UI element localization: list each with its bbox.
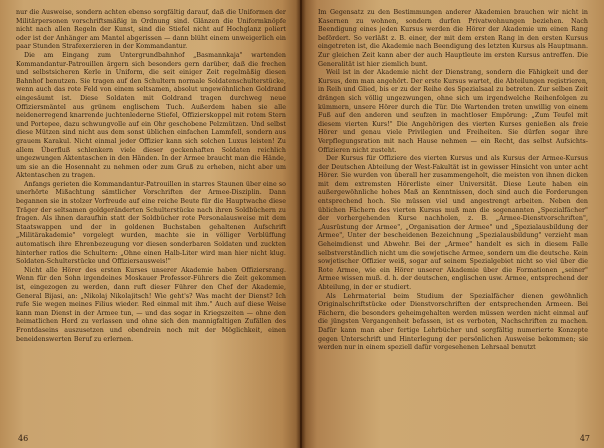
book-gutter [296, 0, 306, 448]
left-paragraph: Die am Eingang zum Untergrundbahnhof „Basmannkaja" wartenden Kommandantur-Patrouillen ärgern sich besonders gern darüber, daß die frechen und selbstsicheren Kerle in Uniform, die seit einiger Zeit regelmäßig diesen Bahnhof benutzen. Sie tragen auf den Schultern normale Soldatenschulterstücke, wenn auch das rote Feld von einem seltsamen, absolut ungewöhnlichen Goldrand eingesäumt ist. Diese Soldaten mit Goldrand tragen durchweg neue Offiziersmäntel aus grünem englischem Tuch. Außerdem haben sie alle neidenerregend knarrende juchtenlederne Stiefel, Offizierskoppel mit rotem Stern und Portepee, dazu schwungvolle auf ein Ohr geschobene Pelzmützen. Und selbst diese Mützen sind nicht aus dem sonst üblichen einfachen Lammfell, sondern aus grauem Karakul. Nicht einmal jeder Offizier kann sich solchen Luxus leisten! Zu allem Überfluß schlenkern viele dieser geckenhaften Soldaten reichlich ungezwungen Aktentaschen in den Händen. In der Armee braucht man die Hände, um sie an die Hosennaht zu nehmen oder zum Gruß zu erheben, nicht aber um Aktentaschen zu tragen. [16, 51, 286, 180]
left-page [0, 0, 300, 448]
right-paragraph: Weil ist in der Akademie nicht der Dienstrang, sondern die Fähigkeit und der Kursus, dem man angehört. Der erste Kursus wartet, die Abteilungen registrieren, in Reih und Glied, bis er zu der Reihe des Spezialsaal zu betreten. Zur selben Zeit drängen sich völlig ungezwungen, ohne sich um irgendwelche Reihenfolgen zu kümmern, unsere Hörer durch die Tür. Die Wartenden treten unwillig von einem Fuß auf den anderen und seufzen in machtloser Empörung: „Zum Teufel mit diesem vierten Kurs!" Die Angehörigen des vierten Kurses genießen als freie Hörer und genau viele Privilegien und Freiheiten. Sie dürfen sogar ihre Verpflegungsration mit nach Hause nehmen — ein Recht, das selbst Aufsichts-Offizieren nicht zusteht. [318, 69, 588, 154]
left-page-text [16, 9, 286, 344]
right-page-number: 47 [579, 434, 590, 443]
left-page-number: 46 [18, 434, 29, 443]
right-page [302, 0, 604, 448]
right-paragraph: Als Lehrmaterial beim Studium der Spezialfächer dienen gewöhnlich Originalschriftstücke oder Dienstvorschriften der entsprechenden Armeen. Bei Fächern, die besonders geheimgehalten werden müssen werden nicht einmal auf die jüngsten Vergangenheit befassen, ist es verboten, Nachschriften zu machen. Dafür kann man aber fertige Lehrbücher und sorgfältig numerierte Konzepte gegen Unterschrift und Hinterlegung der persönlichen Ausweise bekommen; sie werden nur in einem speziell dafür vorgesehenen Lehrsaal benutzt [318, 292, 588, 352]
left-paragraph: nur die Ausweise, sondern achten ebenso sorgfältig darauf, daß die Uniformen der Militärpersonen vorschriftsmäßig in Ordnung sind. Glänzen die Uniformknöpfe nicht nach allen Regeln der Kunst, sind die Stiefel nicht auf Hochglanz poliert oder ist der Anhänger am Mantel abgerissen — dann blüht einem unweigerlich ein paar Stunden Strafexerzieren in der Kommandantur. [16, 9, 286, 51]
left-paragraph: Anfangs gerieten die Kommandantur-Patrouillen in starres Staunen über eine so unerhörte Mißachtung sämtlicher Vorschriften der Armee-Disziplin. Dann begannen sie in stolzer Vorfreude auf eine reiche Beute für die Hauptwache diese Träger der seltsamen goldgeränderten Schulterstücke nach ihren Soldbüchern zu fragen. Als ihnen daraufhin statt der Soldbücher rote Personalausweise mit dem Staatswappen und der in goldenen Buchstaben gehaltenen Aufschrift „Militärakademie" vorgelegt wurden, machte sie in völliger Verblüffung automatisch ihre Ehrenbezeugung vor diesen sonderbaren Soldaten und zuckten hinterher ratlos die Schultern: „Ohne einen Halb-Liter wird man hier nicht klug. Soldaten-Schulterstücke und Offiziersausweis!" [16, 180, 286, 266]
right-page-text [318, 9, 588, 353]
right-paragraph: Der Kursus für Offiziere des vierten Kursus und als Kursus der Armee-Kursus der Deutschen Abteilung der West-Fakultät ist in gewisser Hinsicht von unter acht Hörer. Sie wurden von überall her zusammengeholt, die meisten von ihnen dicken mit dem extremsten Hörerliste einer Universität. Diese Leute haben ein außergewöhnliche hohes Maß an Kenntnissen, doch sind auch die Forderungen entsprechend hoch. Sie müssen viel und angestrengt arbeiten. Neben den üblichen Fächern des vierten Kursus muß man die sogenannten „Spezialfächer" der vorhergehenden Kurse nachholen, z. B. „Armee-Dienstvorschriften", „Ausrüstung der Armee", „Organisation der Armee" und „Spezialausbildung der Armee", Unter der bescheidenen Bezeichnung „Spezialausbildung" verzieht man Geheimdienst und Abwehr. Bei der „Armee" handelt es sich in diesem Falle selbstverständlich nicht um die sowjetische Armee, sondern um die deutsche. Kein sowjetischer Offizier weiß, sogar auf seinem Spezialgebiet nicht so viel über die Rote Armee, wie ein Hörer unserer Akademie über die Formationen „seiner" Armee wissen muß. d. h. der deutschen, englischen usw. Armee, entsprechend der Abteilung, in der er studiert. [318, 155, 588, 291]
right-paragraph: Im Gegensatz zu den Bestimmungen anderer Akademien brauchen wir nicht in Kasernen zu wohnen, sondern durfen Privatwohnungen beziehen. Nach Beendigung eines jeden Kursus werden die Hörer der Akademie um einen Rang befördert. So verläßt z. B. einer, der mit dem ersten Rang in den ersten Kursus eingetreten ist, die Akademie nach Beendigung des letzten Kursus als Hauptmann. Zur gleichen Zeit kann aber der auch Hauptleute im ersten Kursus antreffen. Die Generalität ist hier ziemlich bunt. [318, 9, 588, 68]
left-paragraph: Nicht alle Hörer des ersten Kurses unserer Akademie haben Offiziersrang. Wenn für den Sohn irgendeines Moskauer Professor-Führers die Zeit gekommen ist, eingezogen zu werden, dann ruft dieser Führer den Chef der Akademie, General Bijasi, an: „Nikolaj Nikolajitsch! Wie geht's? Was macht der Dienst? Ich rufe Sie wegen meines Filius wieder. Red einmal mit ihm." Auch auf diese Weise kann man Dienst in der Armee tun, — und das sogar in Kriegszeiten — ohne den heimatlichen Herd zu verlassen und ohne sich den mannigfaltigen Zufällen des Frontdaseins auszusetzen und obendrein noch mit der Möglichkeit, einen beneidenswerten Beruf zu erlernen. [16, 266, 286, 343]
